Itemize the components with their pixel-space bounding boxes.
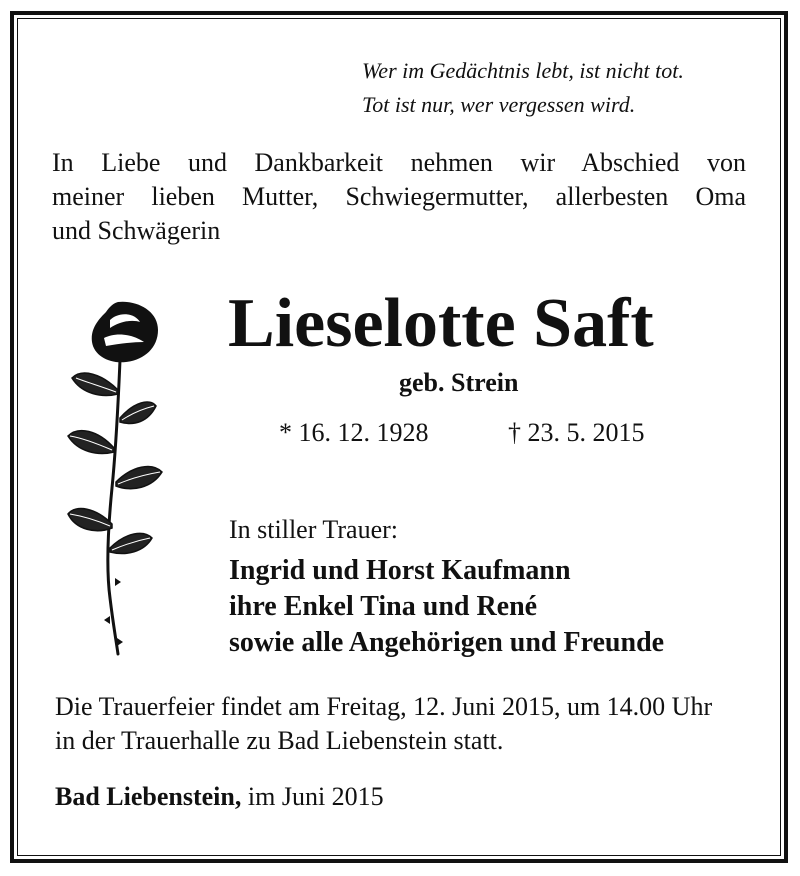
ceremony-line-1: Die Trauerfeier findet am Freitag, 12. Juni 2015, um 14.00 Uhr: [55, 692, 713, 721]
birth-date: * 16. 12. 1928: [279, 418, 429, 447]
memorial-quote: [362, 54, 684, 122]
ceremony-info: [55, 690, 712, 758]
intro-line-1: In Liebe und Dankbarkeit nehmen wir Abschied von: [52, 148, 746, 177]
signoff-date: im Juni 2015: [247, 782, 384, 811]
maiden-name: geb. Strein: [399, 368, 519, 397]
signoff-place: Bad Liebenstein,: [55, 782, 242, 811]
intro-text: [52, 146, 746, 248]
quote-line-1: Wer im Gedächtnis lebt, ist nicht tot.: [362, 58, 684, 83]
intro-line-2: meiner lieben Mutter, Schwiegermutter, allerbesten Oma: [52, 182, 746, 211]
mourner-line: Ingrid und Horst Kaufmann: [229, 555, 571, 586]
mourner-line: sowie alle Angehörigen und Freunde: [229, 627, 665, 658]
rose-icon: [60, 298, 170, 660]
mourners-list: [229, 553, 664, 661]
mourner-line: ihre Enkel Tina und René: [229, 591, 538, 622]
quote-line-2: Tot ist nur, wer vergessen wird.: [362, 92, 636, 117]
deceased-name: Lieselotte Saft: [228, 285, 654, 362]
mourning-label: In stiller Trauer:: [229, 515, 398, 544]
death-date: † 23. 5. 2015: [508, 418, 645, 447]
intro-line-3: und Schwägerin: [52, 216, 221, 245]
ceremony-line-2: in der Trauerhalle zu Bad Liebenstein statt.: [55, 726, 504, 755]
signoff: [55, 780, 384, 814]
